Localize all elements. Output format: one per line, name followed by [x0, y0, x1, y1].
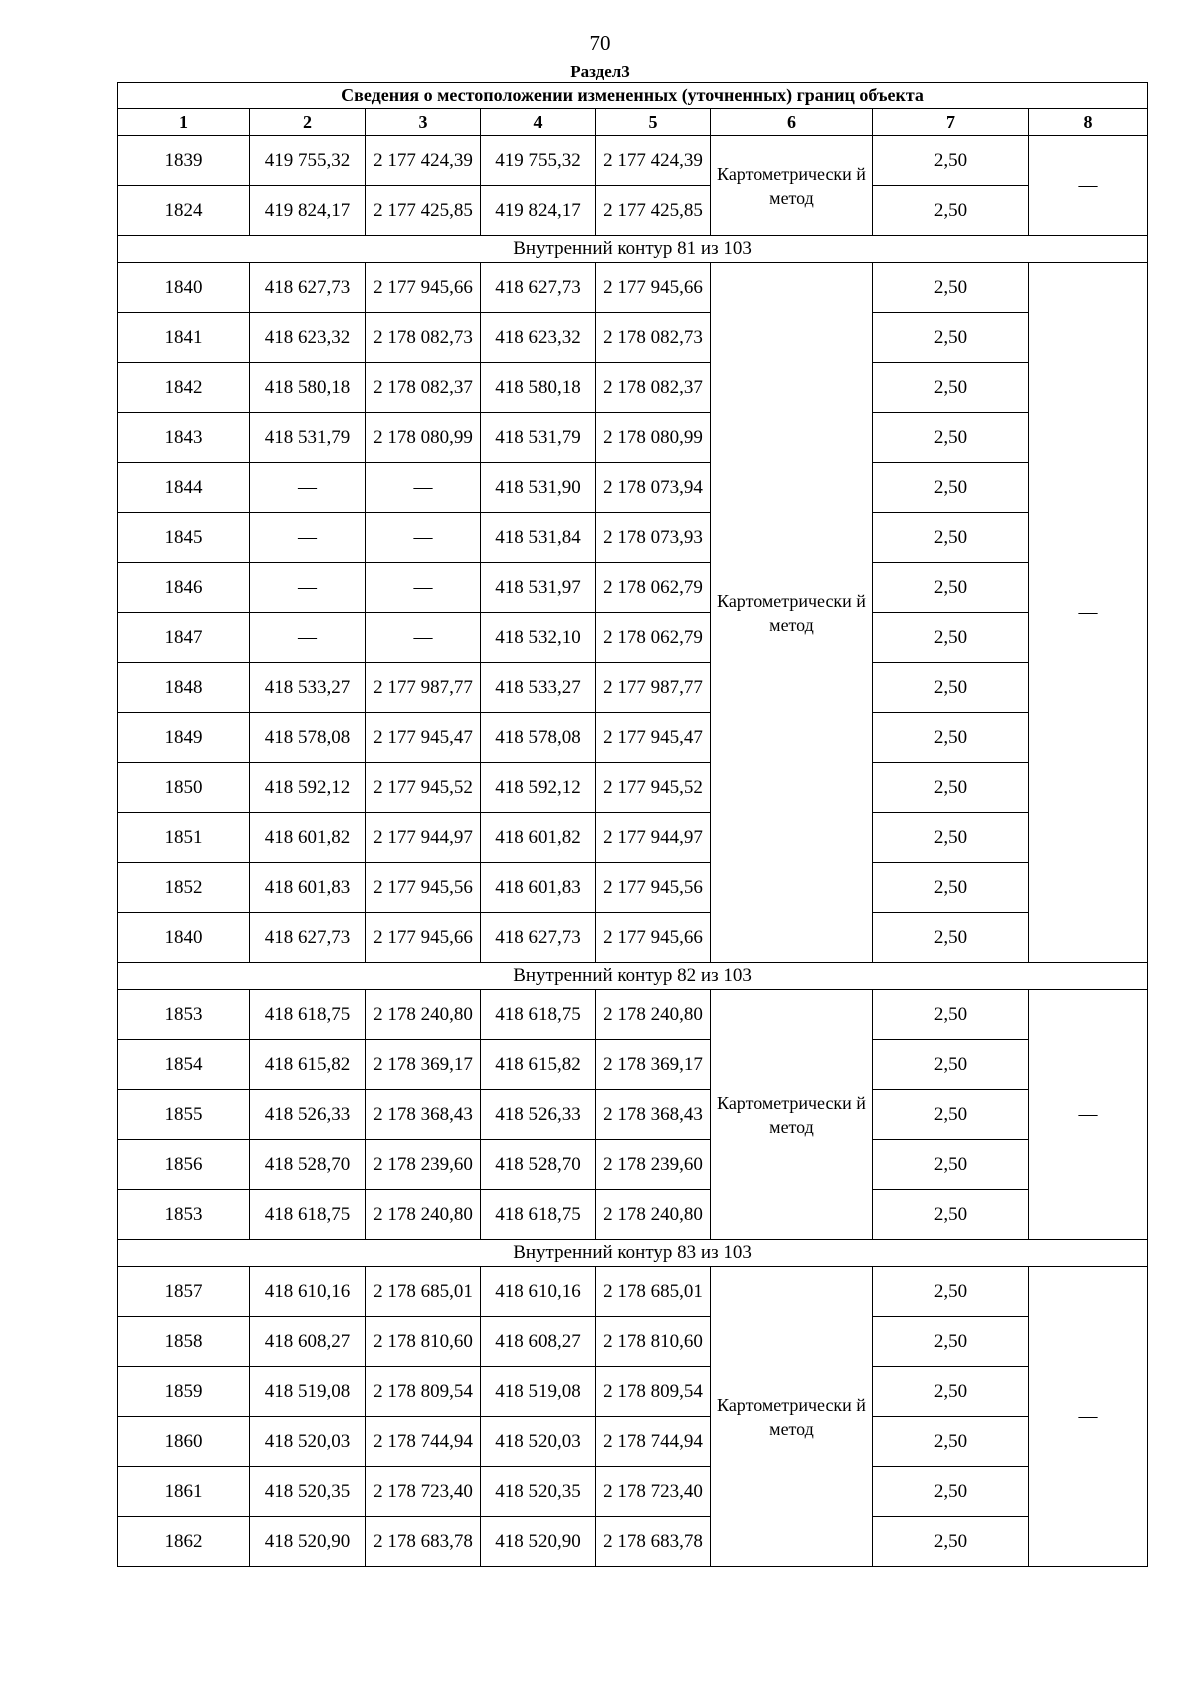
table-cell: 2 177 945,52 — [366, 763, 481, 813]
table-cell: 2 177 945,56 — [366, 863, 481, 913]
table-cell: — — [250, 613, 366, 663]
table-cell: 2,50 — [873, 463, 1029, 513]
table-cell: 1852 — [118, 863, 250, 913]
table-row — [118, 513, 1148, 563]
table-cell: 418 520,35 — [481, 1467, 596, 1517]
table-cell: 418 618,75 — [481, 990, 596, 1040]
table-cell: 2,50 — [873, 1517, 1029, 1567]
table-row — [118, 263, 1148, 313]
table-cell: 2,50 — [873, 713, 1029, 763]
table-cell: 2 178 683,78 — [366, 1517, 481, 1567]
table-row — [118, 1367, 1148, 1417]
table-cell: 2 177 424,39 — [366, 136, 481, 186]
table-cell: 418 519,08 — [481, 1367, 596, 1417]
table-cell: 2 177 425,85 — [366, 186, 481, 236]
table-cell: 2 177 425,85 — [596, 186, 711, 236]
table-cell: 1859 — [118, 1367, 250, 1417]
table-cell: 2,50 — [873, 863, 1029, 913]
table-row — [118, 563, 1148, 613]
column-header: 6 — [711, 109, 873, 136]
contour-label: Внутренний контур 81 из 103 — [118, 236, 1148, 263]
column-header: 7 — [873, 109, 1029, 136]
contour-label: Внутренний контур 83 из 103 — [118, 1240, 1148, 1267]
table-cell: — — [366, 513, 481, 563]
contour-header-row — [118, 963, 1148, 990]
table-cell: 2 178 369,17 — [596, 1040, 711, 1090]
table-cell: 2,50 — [873, 136, 1029, 186]
table-row — [118, 763, 1148, 813]
table-cell: 1841 — [118, 313, 250, 363]
table-cell: 1839 — [118, 136, 250, 186]
table-cell: 2,50 — [873, 263, 1029, 313]
table-cell: 418 618,75 — [250, 990, 366, 1040]
table-cell: 1843 — [118, 413, 250, 463]
table-cell: 2,50 — [873, 313, 1029, 363]
table-cell: 418 627,73 — [250, 263, 366, 313]
table-cell: 419 755,32 — [250, 136, 366, 186]
table-cell: 2,50 — [873, 563, 1029, 613]
table-cell: 2 178 082,37 — [596, 363, 711, 413]
table-cell: 418 623,32 — [481, 313, 596, 363]
table-row — [118, 1140, 1148, 1190]
table-cell: 2 177 424,39 — [596, 136, 711, 186]
table-cell: 2 177 945,52 — [596, 763, 711, 813]
table-cell: 418 520,03 — [481, 1417, 596, 1467]
table-cell: 418 601,82 — [481, 813, 596, 863]
table-cell: 2,50 — [873, 186, 1029, 236]
table-cell: 418 627,73 — [481, 263, 596, 313]
section-label: Раздел3 — [570, 62, 630, 81]
table-row — [118, 813, 1148, 863]
table-cell: 418 578,08 — [481, 713, 596, 763]
boundary-table — [117, 82, 1148, 1567]
method-cell: Картометрически й метод — [711, 990, 873, 1240]
table-row — [118, 186, 1148, 236]
table-cell: 2 178 240,80 — [366, 1190, 481, 1240]
table-cell: 1854 — [118, 1040, 250, 1090]
column-8-cell: — — [1029, 263, 1148, 963]
table-cell: 1853 — [118, 990, 250, 1040]
table-cell: 2,50 — [873, 413, 1029, 463]
table-cell: 2 177 945,56 — [596, 863, 711, 913]
table-cell: 2 178 723,40 — [366, 1467, 481, 1517]
table-cell: 2 178 368,43 — [596, 1090, 711, 1140]
method-cell: Картометрически й метод — [711, 136, 873, 236]
table-cell: 418 526,33 — [250, 1090, 366, 1140]
column-8-cell: — — [1029, 1267, 1148, 1567]
table-cell: 418 526,33 — [481, 1090, 596, 1140]
column-header: 5 — [596, 109, 711, 136]
table-cell: — — [250, 513, 366, 563]
table-cell: 418 580,18 — [250, 363, 366, 413]
column-8-cell: — — [1029, 136, 1148, 236]
table-row — [118, 913, 1148, 963]
table-row — [118, 1267, 1148, 1317]
column-header: 8 — [1029, 109, 1148, 136]
table-cell: 418 520,35 — [250, 1467, 366, 1517]
table-title: Сведения о местоположении измененных (уточненных) границ объекта — [118, 83, 1148, 109]
table-cell: 2,50 — [873, 1417, 1029, 1467]
table-cell: 418 520,03 — [250, 1417, 366, 1467]
table-cell: 1855 — [118, 1090, 250, 1140]
table-row — [118, 1517, 1148, 1567]
table-cell: 2 177 945,47 — [366, 713, 481, 763]
method-cell: Картометрически й метод — [711, 1267, 873, 1567]
table-cell: 2,50 — [873, 1367, 1029, 1417]
table-cell: 419 824,17 — [250, 186, 366, 236]
table-cell: 418 608,27 — [250, 1317, 366, 1367]
table-row — [118, 990, 1148, 1040]
table-cell: 418 618,75 — [250, 1190, 366, 1240]
table-cell: 1845 — [118, 513, 250, 563]
table-cell: 418 531,79 — [481, 413, 596, 463]
table-cell: 1856 — [118, 1140, 250, 1190]
table-cell: 2,50 — [873, 1040, 1029, 1090]
column-header: 2 — [250, 109, 366, 136]
table-cell: 418 533,27 — [250, 663, 366, 713]
table-cell: 418 627,73 — [250, 913, 366, 963]
table-cell: 418 578,08 — [250, 713, 366, 763]
table-cell: 1851 — [118, 813, 250, 863]
table-cell: 2 177 945,66 — [366, 913, 481, 963]
table-cell: 2 178 369,17 — [366, 1040, 481, 1090]
table-cell: 418 610,16 — [481, 1267, 596, 1317]
table-cell: 1857 — [118, 1267, 250, 1317]
table-cell: 1861 — [118, 1467, 250, 1517]
table-row — [118, 863, 1148, 913]
table-cell: 1844 — [118, 463, 250, 513]
table-cell: 2 178 080,99 — [366, 413, 481, 463]
table-cell: — — [366, 463, 481, 513]
table-cell: 2 177 945,66 — [596, 913, 711, 963]
table-row — [118, 136, 1148, 186]
table-cell: 1840 — [118, 263, 250, 313]
table-cell: 2 177 945,66 — [596, 263, 711, 313]
table-cell: — — [250, 463, 366, 513]
table-cell: 1860 — [118, 1417, 250, 1467]
column-header-row — [118, 109, 1148, 136]
column-header: 4 — [481, 109, 596, 136]
table-row — [118, 1190, 1148, 1240]
table-cell: 1858 — [118, 1317, 250, 1367]
table-cell: — — [366, 563, 481, 613]
table-cell: 2,50 — [873, 613, 1029, 663]
table-cell: 418 520,90 — [250, 1517, 366, 1567]
table-cell: 2 178 082,37 — [366, 363, 481, 413]
table-cell: — — [366, 613, 481, 663]
table-cell: 2,50 — [873, 513, 1029, 563]
table-cell: 2 178 744,94 — [366, 1417, 481, 1467]
table-cell: 2 178 809,54 — [596, 1367, 711, 1417]
table-cell: 418 623,32 — [250, 313, 366, 363]
table-cell: 1824 — [118, 186, 250, 236]
table-cell: 2,50 — [873, 1190, 1029, 1240]
table-cell: 418 531,79 — [250, 413, 366, 463]
table-row — [118, 1040, 1148, 1090]
table-cell: 418 592,12 — [481, 763, 596, 813]
table-cell: 2 178 082,73 — [596, 313, 711, 363]
table-cell: 2 178 810,60 — [366, 1317, 481, 1367]
table-cell: 2 177 987,77 — [366, 663, 481, 713]
table-cell: 2 177 945,47 — [596, 713, 711, 763]
table-cell: 418 592,12 — [250, 763, 366, 813]
table-cell: 418 528,70 — [481, 1140, 596, 1190]
table-row — [118, 713, 1148, 763]
table-cell: 2 178 240,80 — [366, 990, 481, 1040]
table-cell: 2,50 — [873, 1140, 1029, 1190]
table-cell: 418 608,27 — [481, 1317, 596, 1367]
table-cell: 2,50 — [873, 1267, 1029, 1317]
table-cell: 418 601,83 — [250, 863, 366, 913]
table-cell: 1846 — [118, 563, 250, 613]
table-cell: 2,50 — [873, 813, 1029, 863]
table-cell: 418 531,90 — [481, 463, 596, 513]
table-cell: 2,50 — [873, 990, 1029, 1040]
table-row — [118, 463, 1148, 513]
table-cell: 1853 — [118, 1190, 250, 1240]
table-cell: 2 178 062,79 — [596, 613, 711, 663]
table-cell: 2,50 — [873, 913, 1029, 963]
contour-header-row — [118, 236, 1148, 263]
table-cell: 1849 — [118, 713, 250, 763]
column-header: 3 — [366, 109, 481, 136]
table-cell: 2 178 062,79 — [596, 563, 711, 613]
table-row — [118, 313, 1148, 363]
table-cell: 418 601,82 — [250, 813, 366, 863]
table-cell: 418 615,82 — [250, 1040, 366, 1090]
table-cell: 1862 — [118, 1517, 250, 1567]
table-cell: 418 601,83 — [481, 863, 596, 913]
table-cell: 1847 — [118, 613, 250, 663]
table-cell: 418 627,73 — [481, 913, 596, 963]
table-cell: 2 178 240,80 — [596, 990, 711, 1040]
table-cell: 1842 — [118, 363, 250, 413]
table-cell: 2,50 — [873, 1317, 1029, 1367]
column-header: 1 — [118, 109, 250, 136]
page-number: 70 — [589, 31, 611, 55]
table-cell: 418 610,16 — [250, 1267, 366, 1317]
table-cell: 2,50 — [873, 363, 1029, 413]
table-cell: 418 528,70 — [250, 1140, 366, 1190]
table-cell: 418 531,97 — [481, 563, 596, 613]
table-cell: 2 177 944,97 — [596, 813, 711, 863]
table-cell: 418 615,82 — [481, 1040, 596, 1090]
contour-label: Внутренний контур 82 из 103 — [118, 963, 1148, 990]
table-cell: 418 580,18 — [481, 363, 596, 413]
table-cell: 2,50 — [873, 763, 1029, 813]
table-cell: 2 178 073,94 — [596, 463, 711, 513]
table-cell: 2 178 239,60 — [366, 1140, 481, 1190]
table-row — [118, 1417, 1148, 1467]
table-cell: 418 519,08 — [250, 1367, 366, 1417]
table-cell: 2 178 685,01 — [596, 1267, 711, 1317]
table-row — [118, 413, 1148, 463]
table-row — [118, 613, 1148, 663]
table-cell: 2 178 683,78 — [596, 1517, 711, 1567]
table-cell: — — [250, 563, 366, 613]
table-cell: 2 177 945,66 — [366, 263, 481, 313]
table-cell: 418 533,27 — [481, 663, 596, 713]
table-cell: 2 178 809,54 — [366, 1367, 481, 1417]
table-cell: 1848 — [118, 663, 250, 713]
table-cell: 418 520,90 — [481, 1517, 596, 1567]
table-cell: 2 178 080,99 — [596, 413, 711, 463]
table-cell: 2 177 944,97 — [366, 813, 481, 863]
table-cell: 2 178 744,94 — [596, 1417, 711, 1467]
table-cell: 2 178 685,01 — [366, 1267, 481, 1317]
table-cell: 2 178 240,80 — [596, 1190, 711, 1240]
table-row — [118, 1090, 1148, 1140]
table-row — [118, 663, 1148, 713]
table-cell: 2 178 723,40 — [596, 1467, 711, 1517]
table-row — [118, 1467, 1148, 1517]
table-row — [118, 1317, 1148, 1367]
table-cell: 419 824,17 — [481, 186, 596, 236]
table-cell: 2 178 073,93 — [596, 513, 711, 563]
contour-header-row — [118, 1240, 1148, 1267]
table-row — [118, 363, 1148, 413]
table-cell: 2 178 239,60 — [596, 1140, 711, 1190]
table-cell: 2,50 — [873, 1467, 1029, 1517]
column-8-cell: — — [1029, 990, 1148, 1240]
table-cell: 419 755,32 — [481, 136, 596, 186]
table-cell: 2,50 — [873, 663, 1029, 713]
table-cell: 2 178 082,73 — [366, 313, 481, 363]
table-body — [118, 136, 1148, 1567]
table-cell: 1840 — [118, 913, 250, 963]
method-cell: Картометрически й метод — [711, 263, 873, 963]
table-cell: 418 532,10 — [481, 613, 596, 663]
table-cell: 418 531,84 — [481, 513, 596, 563]
table-cell: 2,50 — [873, 1090, 1029, 1140]
table-cell: 1850 — [118, 763, 250, 813]
table-cell: 418 618,75 — [481, 1190, 596, 1240]
table-cell: 2 178 810,60 — [596, 1317, 711, 1367]
table-cell: 2 177 987,77 — [596, 663, 711, 713]
table-cell: 2 178 368,43 — [366, 1090, 481, 1140]
